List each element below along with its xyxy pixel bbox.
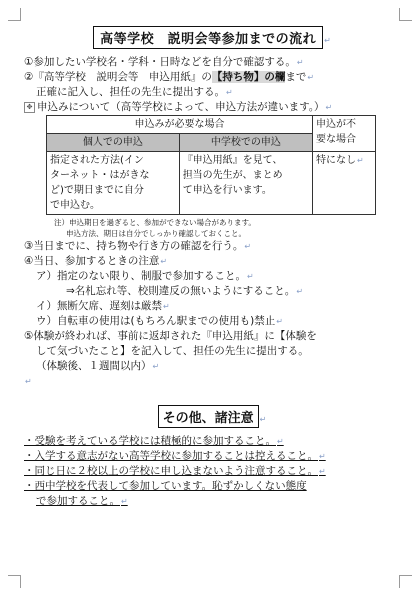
list-item: ・入学する意志がない高等学校に参加することは控えること。↵ xyxy=(24,450,326,462)
cell-not-required: 特になし↵ xyxy=(313,152,376,215)
step-2: ②『高等学校 説明会等 申込用紙』の【持ち物】の欄まで↵ xyxy=(24,71,315,83)
application-method-table xyxy=(46,115,376,215)
header-school-application: 中学校での申込 xyxy=(179,134,312,152)
blank-line: ↵ xyxy=(25,377,32,386)
table-move-handle-icon[interactable]: ✥ xyxy=(24,102,35,113)
step-3: ③当日までに、持ち物や行き方の確認を行う。↵ xyxy=(24,240,252,252)
table-row xyxy=(47,152,376,215)
cell-school-application: 『申込用紙』を見て、 担当の先生が、まとめ て申込を行います。 xyxy=(179,152,312,215)
list-item: ・受験を考えている学校には積極的に参加すること。↵ xyxy=(24,435,284,447)
step-5-deadline: （体験後、１週間以内）↵ xyxy=(36,360,160,372)
list-item: ・同じ日に２校以上の学校に申し込まないよう注意すること。↵ xyxy=(24,465,326,477)
section2-title-block: その他、諸注意 ↵ xyxy=(24,405,400,428)
crop-mark-bottom-left xyxy=(8,575,21,588)
header-not-required: 申込が不 要な場合 xyxy=(313,116,376,152)
document-page xyxy=(24,26,400,509)
step-4-a: ア）指定のない限り、制服で参加すること。↵ xyxy=(36,270,254,282)
header-required: 申込みが必要な場合 xyxy=(47,116,313,134)
step-2-continued: 正確に記入し、担任の先生に提出する。↵ xyxy=(36,86,233,98)
crop-mark-top-left xyxy=(8,8,21,21)
crop-mark-bottom-right xyxy=(399,575,412,588)
note-deadline: 注）申込期日を過ぎると、参加ができない場合があります。 xyxy=(54,218,256,227)
note-check: 申込方法、期日は自分でしっかり確認しておくこと。 xyxy=(66,229,246,238)
step-4-u: ウ）自転車の使用は(もちろん駅までの使用も)禁止↵ xyxy=(36,315,283,327)
step-application-heading: ✥ 申込みについて（高等学校によって、申込方法が違います。）↵ xyxy=(24,100,400,115)
cell-self-application: 指定された方法(イン ターネット・はがきな ど)で期日までに自分 で申込む。 xyxy=(47,152,180,215)
title-block xyxy=(24,26,400,49)
section2-title: その他、諸注意 xyxy=(158,405,259,428)
step-5-continued: して気づいたこと】を記入して、担任の先生に提出する。 xyxy=(36,345,309,357)
header-self-application: 個人での申込 xyxy=(47,134,180,152)
list-item-continued: で参加すること。↵ xyxy=(36,495,128,507)
table-row xyxy=(47,116,376,134)
paragraph-mark: ↵ xyxy=(324,36,331,45)
document-title: 高等学校 説明会等参加までの流れ xyxy=(93,26,323,49)
step-4: ④当日、参加するときの注意↵ xyxy=(24,255,168,267)
step-1: ①参加したい学校名・学科・日時などを自分で確認する。↵ xyxy=(24,56,304,68)
step-5: ⑤体験が終われば、事前に返却された『申込用紙』に【体験を xyxy=(24,330,317,342)
list-item: ・西中学校を代表して参加しています。恥ずかしくない態度 xyxy=(24,480,307,492)
step-4-i: イ）無断欠席、遅刻は厳禁↵ xyxy=(36,300,170,312)
highlight-belongings: 【持ち物】の欄 xyxy=(211,71,286,83)
crop-mark-top-right xyxy=(399,8,412,21)
step-4-a-detail: ⇒名札忘れ等、校則違反の無いようにすること。↵ xyxy=(66,285,304,297)
